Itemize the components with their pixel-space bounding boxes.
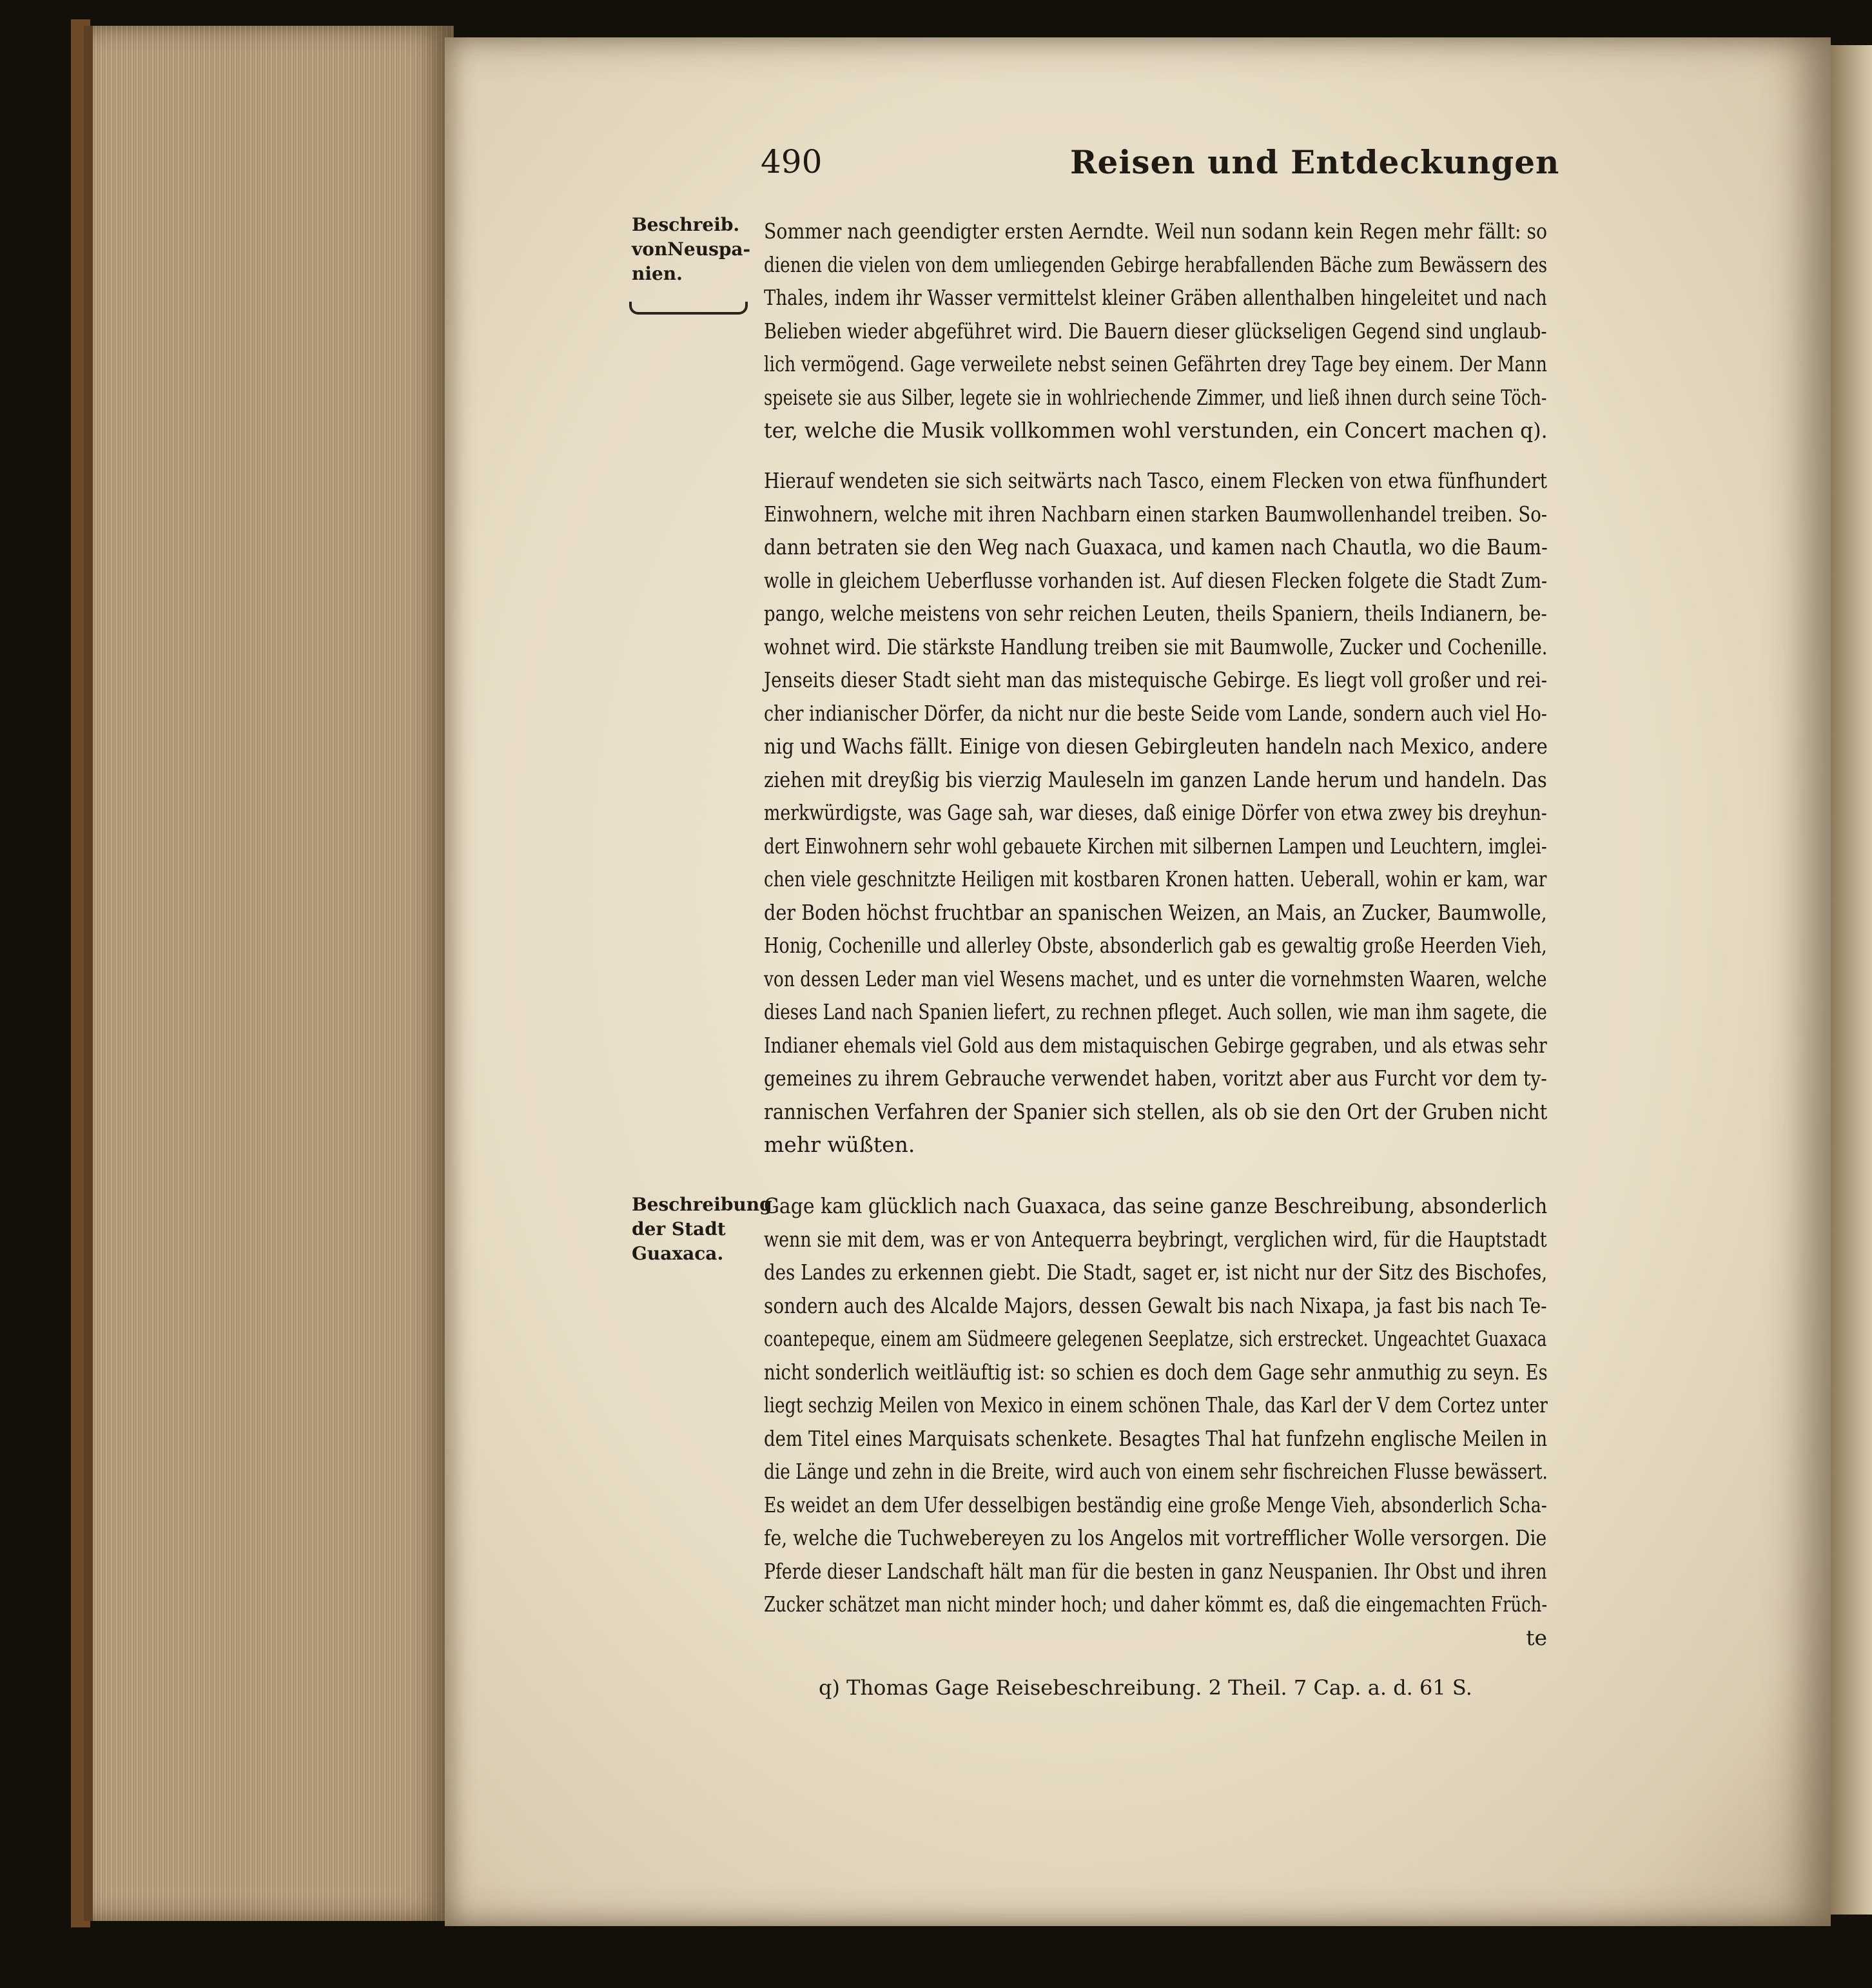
text-line: ziehen mit dreyßig bis vierzig Mauleseln im ganzen Lande herum und handeln. Das <box>764 766 1547 792</box>
text-line: der Boden höchst fruchtbar an spanischen Weizen, an Mais, an Zucker, Baumwolle, <box>764 899 1547 925</box>
text-line: Pferde dieser Landschaft hält man für die besten in ganz Neuspanien. Ihr Obst und ihren <box>764 1558 1547 1584</box>
text-line: die Länge und zehn in die Breite, wird auch von einem sehr fischreichen Flusse bewässert. <box>764 1459 1548 1484</box>
margin-note-line: vonNeuspa- <box>632 239 751 260</box>
text-line: te <box>1526 1624 1547 1650</box>
text-line: lich vermögend. Gage verweilete nebst seinen Gefährten drey Tage bey einem. Der Mann <box>764 351 1547 376</box>
margin-note-line: nien. <box>632 263 683 284</box>
text-line: Zucker schätzet man nicht minder hoch; und daher kömmt es, daß die eingemachten Früch- <box>764 1592 1548 1617</box>
text-line: Es weidet an dem Ufer desselbigen beständig eine große Menge Vieh, absonderlich Scha- <box>764 1492 1547 1517</box>
text-line: Honig, Cochenille und allerley Obste, absonderlich gab es gewaltig große Heerden Vieh, <box>764 933 1547 958</box>
page-number: 490 <box>761 143 823 180</box>
text-line: Jenseits dieser Stadt sieht man das mistequische Gebirge. Es liegt voll großer und rei- <box>764 667 1547 692</box>
text-line: dieses Land nach Spanien liefert, zu rechnen pfleget. Auch sollen, wie man ihm sagete, die <box>764 999 1547 1024</box>
text-line: dienen die vielen von dem umliegenden Gebirge herabfallenden Bäche zum Bewässern des <box>764 251 1548 277</box>
page-header <box>761 143 1560 195</box>
text-line: Sommer nach geendigter ersten Aerndte. Weil nun sodann kein Regen mehr fällt: so <box>764 219 1548 244</box>
margin-note-guaxaca <box>632 1193 772 1266</box>
running-title: Reisen und Entdeckungen <box>1070 143 1560 181</box>
paragraph-3 <box>764 1189 1547 1654</box>
text-line: pango, welche meistens von sehr reichen Leuten, theils Spaniern, theils Indianern, be- <box>764 601 1547 626</box>
text-line: merkwürdigste, was Gage sah, war dieses, daß einige Dörfer von etwa zwey bis dreyhun- <box>764 800 1547 825</box>
text-line: rannischen Verfahren der Spanier sich stellen, als ob sie den Ort der Gruben nicht <box>764 1098 1548 1124</box>
text-line: gemeines zu ihrem Gebrauche verwendet haben, voritzt aber aus Furcht vor dem ty- <box>764 1066 1547 1091</box>
text-line: Indianer ehemals viel Gold aus dem mistaquischen Gebirge gegraben, und als etwas sehr <box>764 1032 1547 1058</box>
text-line: nig und Wachs fällt. Einige von diesen Gebirgleuten handeln nach Mexico, andere <box>764 734 1548 759</box>
margin-note-line: Beschreib. <box>632 214 740 235</box>
text-line: dert Einwohnern sehr wohl gebauete Kirchen mit silbernen Lampen und Leuchtern, imglei- <box>764 833 1547 859</box>
text-line: Gage kam glücklich nach Guaxaca, das seine ganze Beschreibung, absonderlich <box>764 1193 1548 1218</box>
margin-note-line: Guaxaca. <box>632 1243 724 1264</box>
text-line: Thales, indem ihr Wasser vermittelst kleiner Gräben allenthalben hingeleitet und nach <box>764 285 1547 310</box>
margin-note-line: der Stadt <box>632 1218 726 1240</box>
paragraph-2 <box>764 464 1547 1162</box>
text-line: wohnet wird. Die stärkste Handlung treiben sie mit Baumwolle, Zucker und Cochenille. <box>764 634 1548 659</box>
text-line: cher indianischer Dörfer, da nicht nur die beste Seide vom Lande, sondern auch viel Ho- <box>764 700 1547 726</box>
facing-page-edge <box>1831 45 1872 1915</box>
text-line: wolle in gleichem Ueberflusse vorhanden ist. Auf diesen Flecken folgete die Stadt Zum- <box>764 567 1548 593</box>
text-line: ter, welche die Musik vollkommen wohl verstunden, ein Concert machen q). <box>764 418 1548 443</box>
margin-note-line: Beschreibung <box>632 1194 772 1215</box>
paragraph-1 <box>764 215 1547 447</box>
text-line: liegt sechzig Meilen von Mexico in einem schönen Thale, das Karl der V dem Cortez unter <box>764 1392 1548 1418</box>
text-line: Belieben wieder abgeführet wird. Die Bauern dieser glückseligen Gegend sind unglaub- <box>764 318 1547 344</box>
text-line: des Landes zu erkennen giebt. Die Stadt, saget er, ist nicht nur der Sitz des Bischofes, <box>764 1260 1548 1285</box>
text-line: dann betraten sie den Weg nach Guaxaca, und kamen nach Chautla, wo die Baum- <box>764 534 1548 560</box>
margin-bracket <box>629 302 748 315</box>
text-line: mehr wüßten. <box>764 1132 915 1157</box>
text-line: Hierauf wendeten sie sich seitwärts nach Tasco, einem Flecken von etwa fünfhundert <box>764 468 1547 493</box>
text-line: von dessen Leder man viel Wesens machet, und es unter die vornehmsten Waaren, welche <box>764 966 1547 991</box>
text-line: nicht sonderlich weitläuftig ist: so schien es doch dem Gage sehr anmuthig zu seyn. Es <box>764 1359 1548 1385</box>
closed-page-block <box>84 26 454 1921</box>
text-line: wenn sie mit dem, was er von Antequerra beybringt, verglichen wird, für die Hauptstadt <box>764 1226 1547 1252</box>
text-line: speisete sie aus Silber, legete sie in wohlriechende Zimmer, und ließ ihnen durch seine Töch- <box>764 384 1547 410</box>
text-line: chen viele geschnitzte Heiligen mit kostbaren Kronen hatten. Ueberall, wohin er kam, war <box>764 866 1547 892</box>
margin-note-neuspanien <box>632 213 764 286</box>
text-line: fe, welche die Tuchwebereyen zu los Angelos mit vortrefflicher Wolle versorgen. Die <box>764 1525 1547 1550</box>
footnote: q) Thomas Gage Reisebeschreibung. 2 Theil. 7 Cap. a. d. 61 S. <box>819 1675 1472 1700</box>
text-line: dem Titel eines Marquisats schenkete. Besagtes Thal hat funfzehn englische Meilen in <box>764 1425 1548 1451</box>
text-line: Einwohnern, welche mit ihren Nachbarn einen starken Baumwollenhandel treiben. So- <box>764 501 1548 527</box>
text-line: sondern auch des Alcalde Majors, dessen Gewalt bis nach Nixapa, ja fast bis nach Te- <box>764 1292 1547 1318</box>
text-line: coantepeque, einem am Südmeere gelegenen Seeplatze, sich erstrecket. Ungeachtet Guaxaca <box>764 1326 1547 1351</box>
